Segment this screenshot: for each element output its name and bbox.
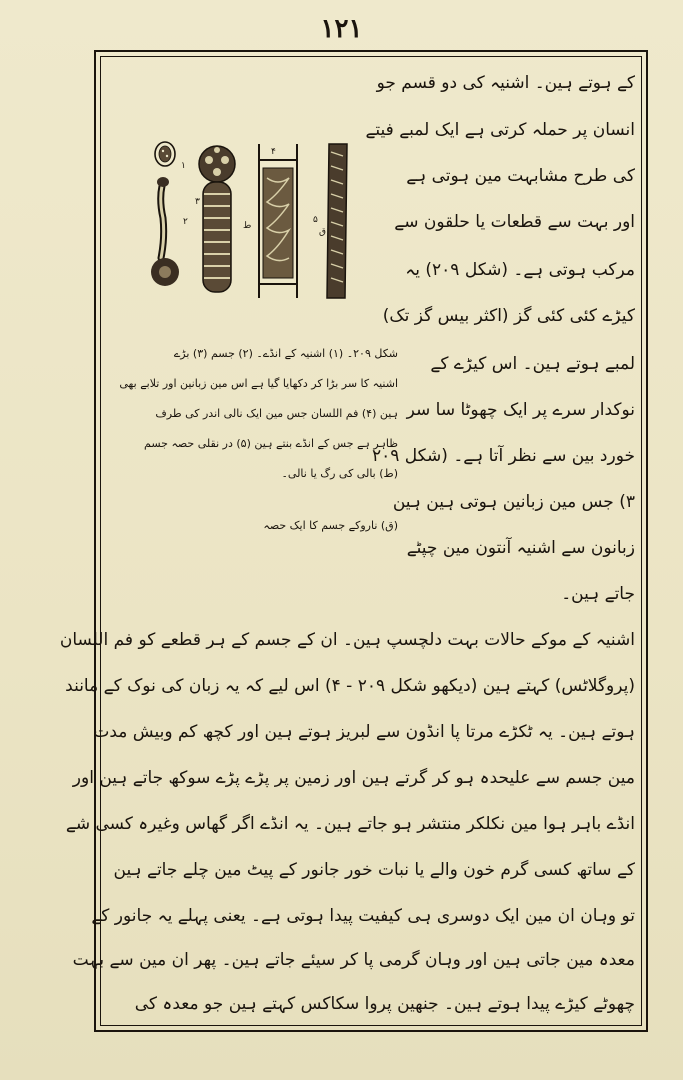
text-line: زبانون سے اشنیہ آنتون مین چپٹے [406, 538, 635, 558]
figure-caption-line: اشنیہ کا سر بڑا کر دکھایا گیا ہے اس مین زبانین اور تلابے بھی [119, 377, 398, 390]
figure-label: ط [243, 221, 252, 231]
figure-caption-line: (ط) بالی کی رگ یا نالی۔ [281, 467, 398, 480]
text-line: انسان پر حملہ کرتی ہے ایک لمبے فیتے [365, 120, 635, 140]
text-line: خورد بین سے نظر آتا ہے۔ (شکل ۲۰۹ [371, 446, 635, 466]
figure-segment-illustration [259, 144, 297, 298]
text-line: تو وہان ان مین ایک دوسری ہی کیفیت پیدا ہوتی ہے۔ یعنی پہلے یہ جانور کے [91, 906, 635, 926]
tapeworm-figure [147, 138, 377, 306]
figure-caption-line: شکل ۲۰۹۔ (۱) اشنیہ کے انڈے۔ (۲) جسم (۳) بڑے [173, 347, 398, 360]
text-line: انڈے باہر ہوا مین نکلکر منتشر ہو جاتے ہین۔ یہ انڈے اگر گھاس وغیرہ کسی شے [65, 814, 635, 834]
figure-caption-line: (ق) ناروکے جسم کا ایک حصہ [263, 519, 398, 532]
text-line: کے ساتھ کسی گرم خون والے یا نبات خور جانور کے پیٹ مین چلے جاتے ہین [113, 860, 635, 880]
text-line: مین جسم سے علیحدہ ہو کر گرتے ہین اور زمین پر پڑے پڑے سوکھ جاتے ہین اور [72, 768, 635, 788]
text-line: کے ہوتے ہین۔ اشنیہ کی دو قسم جو [376, 73, 635, 93]
text-line: ہوتے ہین۔ یہ ٹکڑے مرتا پا انڈون سے لبریز ہوتے ہین اور کچھ کم وبیش مدت [93, 722, 635, 742]
text-line: اشنیہ کے موکے حالات بہت دلچسپ ہین۔ ان کے جسم کے ہر قطعے کو فم اللسان [59, 630, 635, 650]
text-line: مرکب ہوتی ہے۔ (شکل ۲۰۹) یہ [405, 260, 635, 280]
figure-label: ق [319, 227, 326, 237]
text-line: معدہ مین جاتی ہین اور وہان گرمی پا کر سیئے جاتے ہین۔ پھر ان مین سے بہت [72, 950, 635, 970]
figure-caption-line: ظاہر ہے جس کے انڈے بنتے ہین (۵) در نقلی حصہ جسم [144, 437, 398, 450]
text-line: کیڑے کئی کئی گز (اکثر بیس گز تک) [382, 306, 635, 326]
figure-enlarged-head-illustration [199, 146, 235, 292]
text-line: جاتے ہین۔ [561, 584, 635, 604]
text-line: لمبے ہوتے ہین۔ اس کیڑے کے [430, 354, 635, 374]
text-line: اور بہت سے قطعات یا حلقون سے [394, 212, 635, 232]
text-line: (پروگلاٹس) کہتے ہین (دیکھو شکل ۲۰۹ - ۴) اس لیے کہ یہ زبان کی نوک کے مانند [65, 676, 635, 696]
figure-caption-line: ہین (۴) فم اللسان جس مین ایک نالی اندر کی طرف [155, 407, 398, 420]
figure-label: ۴ [271, 147, 276, 157]
figure-label: ۳ [195, 197, 200, 207]
text-line: چھوٹے کیڑے پیدا ہوتے ہین۔ جنھین پروا سکاکس کہتے ہین جو معدہ کی [134, 994, 635, 1014]
figure-label: ۵ [313, 215, 318, 225]
text-line: نوکدار سرے پر ایک چھوٹا سا سر [406, 400, 635, 420]
figure-body-part-illustration [327, 144, 347, 298]
figure-label: ۱ [181, 161, 186, 171]
text-line: ۳) جس مین زبانین ہوتی ہین ہین [392, 492, 635, 512]
text-line: کی طرح مشابہت مین ہوتی ہے [406, 166, 635, 186]
figure-label: ۲ [183, 217, 188, 227]
figure-egg-illustration [155, 142, 175, 166]
page-number: ۱۲۱ [320, 14, 363, 44]
figure-head-neck-illustration [151, 177, 179, 286]
